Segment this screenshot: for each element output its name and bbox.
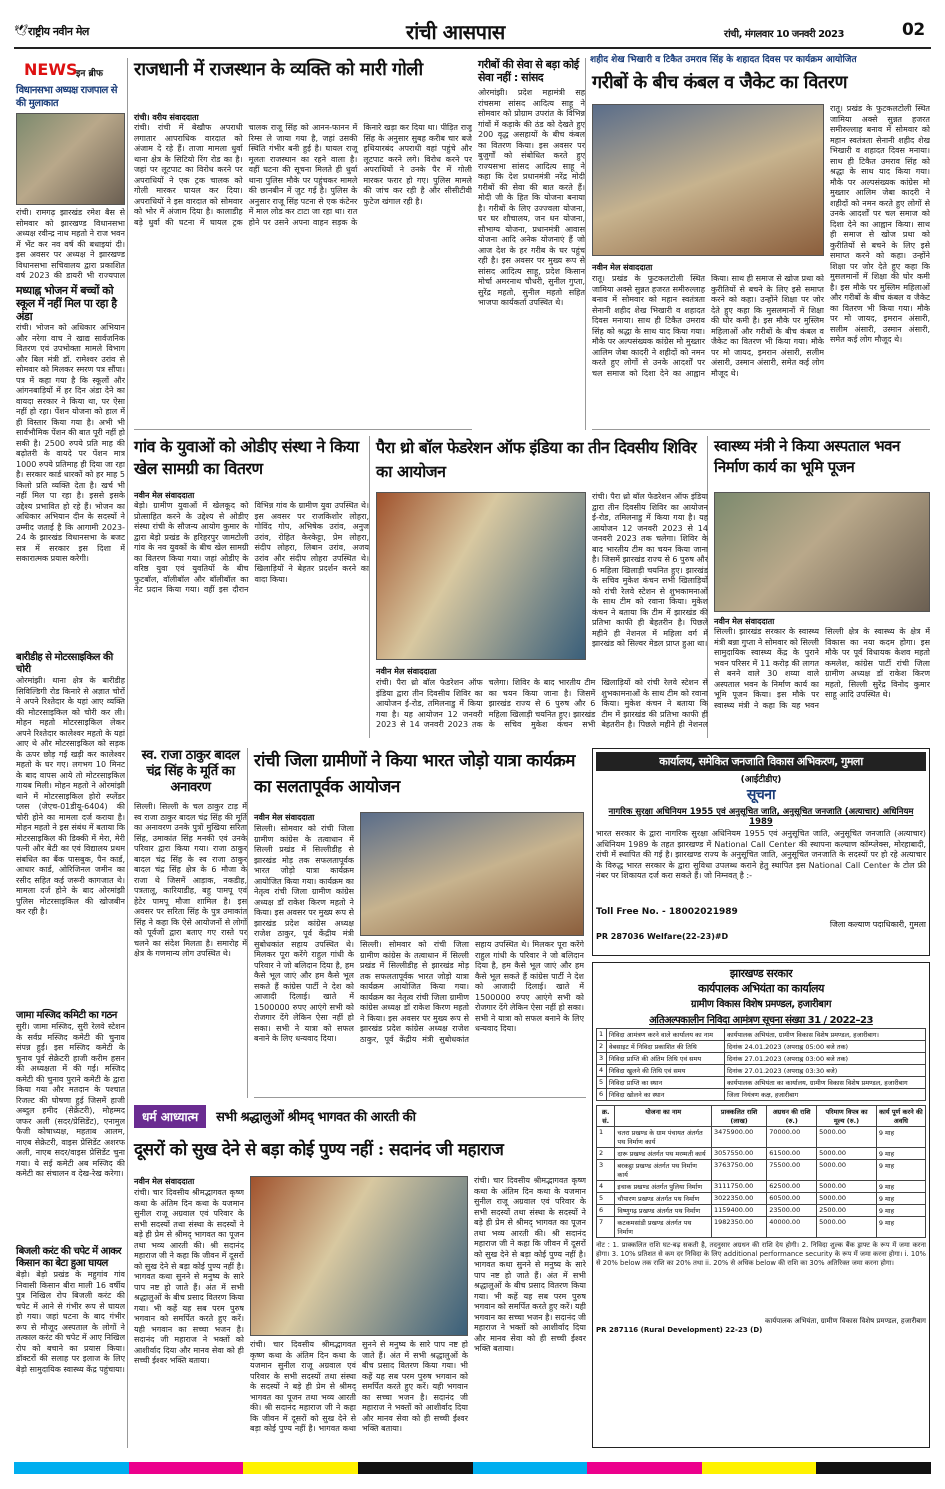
tender-cell: बरकट्ठा प्रखण्ड अंतर्गत पथ निर्माण कार्य: [615, 1160, 712, 1181]
tender-schedule-table: [596, 1105, 926, 1238]
article-photo: [714, 492, 930, 612]
tender-cell: इचाक प्रखण्ड अंतर्गत पुलिया निर्माण: [615, 1181, 712, 1193]
brief-headline: जामा मस्जिद कमिटी का गठन: [16, 1010, 117, 1021]
paper-name: राष्ट्रीय नवीन मेल: [28, 25, 89, 38]
article-body: सिल्ली। सोमवार को रांची जिला ग्रामीण कांग्रेस के तत्वाधान में सिल्ली प्रखंड में सिल्लीडीह से झारखंड मोड़ तक सफलतापूर्वक भारत जोड़ो यात्रा कार्यक्रम आयोजित किया गया। कार्यक्रम का नेतृत्व रांची जिला ग्रामीण कांग्रेस अध्यक्ष डॉ राकेश किरण महतो ने किया। इस अवसर पर मुख्य रूप से झारखंड प्रदेश कांग्रेस अध्यक्ष राजेश ठाकुर, पूर्व केंद्रीय मंत्री सुबोधकांत सहाय उपस्थित थे। मिलकर पूरा करेंगे राहुल गांधी के परिवार ने जो बलिदान दिया है, हम कैसे भूल जाएं और हम कैसे भूल सकते हैं कांग्रेस पार्टी ने देश को आजादी दिलाई। खाते में 1500000 रुपए आएंगे सभी को रोजगार देंगे लेकिन ऐसा नहीं हो सका। सभी ने यात्रा को सफल बनाने के लिए धन्यवाद दिया।: [254, 824, 354, 1043]
article-byline: नवीन मेल संवाददाता: [134, 491, 195, 500]
article-body: रांची। पैरा थ्रो बॉल फेडरेशन ऑफ इंडिया द्वारा तीन दिवसीय शिविर का आयोजन ई-रोड, तमिलनाडु में किया गया है। यह आयोजन 12 जनवरी 2023 से 14 जनवरी 2023 तक चलेगा। शिविर के बाद भारतीय टीम का चयन किया जाना है। जिसमें झारखंड राज्य से 6 पुरुष और 6 महिला खिलाड़ी चयनित हुए। झारखंड के सचिव मुकेश कंचन सभी खिलाड़ियों को रांची रेलवे स्टेशन से शुभकामनाओं के साथ टीम को रवाना किया। मुकेश कंचन ने बताया कि टीम में झारखंड की प्रतिभा काफी ही बेहतरीन है। पिछले महीने ही नेशनल में महिला वर्ग में झारखंड को सिल्वर मेडल प्राप्त हुआ था।: [592, 492, 708, 648]
tender-cell: 61500.00: [767, 1148, 817, 1160]
tender-pr: PR 287116 (Rural Development) 22-23 (D): [596, 1326, 763, 1334]
brief-photo: [16, 113, 125, 205]
article-headline: गांव के युवाओं को ओडीए संस्था ने किया खेल सामग्री का वितरण: [134, 437, 359, 478]
tender-cell: 9 माह: [876, 1217, 925, 1238]
brief-headline: बारीडीह से मोटरसाइकिल की चोरी: [16, 652, 113, 675]
tender-cell: चौपारण प्रखण्ड अंतर्गत पथ निर्माण: [615, 1193, 712, 1205]
article-body: ओरमांझी। प्रदेश महामंत्री सह रांचसमा सांसद आदित्य साहू ने सोमवार को प्रोग्राम उपरांत के विभिन्न गांवों में कड़ाके की ठंड को देखते हुए 200 वृद्ध असहायों के बीच कंबल का वितरण किया। इस अवसर पर बुजुर्गों को संबोधित करते हुए राज्यसभा सांसद आदित्य साहू ने कहा कि देश प्रधानमंत्री नरेंद्र मोदी गरीबों की सेवा की बात करते हैं। मोदी जी के हित कि योजना बनाया है। गरीबों के लिए उज्ज्वला योजना, घर घर शौचालय, जन धन योजना, सौभाग्य योजना, प्रधानमंत्री आवास योजना आदि अनेक योजनाएं हैं जो आज देश के हर गरीब के घर पहुंच रही है। इस अवसर पर मुख्य रूप से सांसद आदित्य साहू, प्रदेश किसान मोर्चा अमरनाथ चौधरी, सुनील गुप्ता, सुरेंद्र महतो, सुनील महतो सहित भाजपा कार्यकर्ता उपस्थित थे।: [478, 88, 585, 307]
article-photo: [250, 1176, 468, 1336]
brief-item: [14, 82, 127, 282]
tender-meta-row: [597, 1077, 926, 1089]
tender-cell: 75500.00: [767, 1160, 817, 1181]
tender-meta-row: [597, 1041, 926, 1053]
article-headline: स्वास्थ्य मंत्री ने किया अस्पताल भवन निर्माण कार्य का भूमि पूजन: [714, 437, 900, 476]
tender-cell: 6: [597, 1205, 615, 1217]
tender-row: [597, 1217, 926, 1238]
tender-cell: 5000.00: [817, 1193, 877, 1205]
notice-org: कार्यालय, समेकित जनजाति विकास अभिकरण, गुमला: [596, 752, 926, 771]
notice-pr: PR 287036 Welfare(22-23)#D: [596, 932, 729, 941]
article-headline: दूसरों को सुख देने से बड़ा कोई पुण्य नहीं : सदानंद जी महाराज: [134, 1140, 504, 1160]
tender-cell: 5000.00: [817, 1160, 877, 1181]
tender-column-header: परिमाण विपत्र का मूल्य (रु.): [817, 1106, 877, 1127]
tender-meta-cell: निविदा आमंत्रण करने वाले कार्यालय का नाम: [606, 1029, 724, 1041]
tender-cell: 5000.00: [817, 1127, 877, 1148]
article-body: बेड़ो। ग्रामीण युवाओं में खेलकूद को प्रोत्साहित करने के उद्देश्य से ओडीए संस्था रांची के सौजन्य आयोग कुमार के द्वारा बेड़ो प्रखंड के हरिहरपुर जामटोली गांव के नव युवकों के बीच खेल सामग्री का वितरण किया गया। जहां ओडीए के वरिष्ठ युवा एवं युवतियों के बीच फुटबॉल, वॉलीबॉल और बॉलीबॉल का नेट प्रदान किया गया। वहीं इस दौरान विभिन्न गांव के ग्रामीण युवा उपस्थित थे। इस अवसर पर राजकिशोर लोहरा, गोविंद गोप, अभिषेक उरांव, अनुज उरांव, रोहित केरकेट्टा, प्रेम लोहरा, संदीप लोहरा, लिबान उरांव, अजय उरांव और संदीप लोहरा उपस्थित थे। खिलाड़ियों ने बेहतर प्रदर्शन करने का वादा किया।: [134, 501, 369, 594]
tender-meta-cell: वेबसाइट में निविदा प्रकाशित की तिथि: [606, 1041, 724, 1053]
tender-row: [597, 1127, 926, 1148]
article-headline: गरीबों के बीच कंबल व जैकेट का वितरण: [592, 72, 848, 93]
article-byline: नवीन मेल संवाददाता: [714, 617, 775, 626]
brief-body: ओरमांझी। थाना क्षेत्र के बारीडीह सिविल्डिगी रोड किनारे से अज्ञात चोरों ने अपने रिश्तेदार के यहां आए व्यक्ति की मोटरसाइकिल को चोरी कर ली। मोहन महतो मोटरसाइकिल लेकर अपने रिश्तेदार कालेश्वर महतो के यहां आए थे और मोटरसाइकिल को सड़क के ऊपर छोड़ गई खड़ी कर कालेश्वर महतो के घर गए। लगभग 10 मिनट के बाद वापस आये तो मोटरसाइकिल गायब मिली। मोहन महतो ने ओरमांझी थाने में मोटरसाइकिल होरो स्प्लेंडर प्लस (जेएच-01डीयू-6404) की चोरी होने का मामला दर्ज कराया है। मोहन महतो ने इस संबंध में बताया कि मोटरसाइकिल की डिक्की में मेरा, मेरी पत्नी और बेटी का एवं विद्यालय प्रथम संबधित का बैंक पासबुक, पैन कार्ड, आधार कार्ड, ओरिजिनल जमीन का रसीद सहित कई जरूरी कागजात थे। मामला दर्ज होने के बाद ओरमांझी पुलिस मोटरसाइकिल की खोजबीन कर रही है।: [16, 676, 125, 916]
article-headline: पैरा थ्रो बॉल फेडरेशन ऑफ इंडिया का तीन दिवसीय शिविर का आयोजन: [376, 438, 697, 481]
article-photo: [592, 104, 824, 256]
tender-cell: 5000.00: [817, 1217, 877, 1238]
tender-row: [597, 1148, 926, 1160]
tender-meta-cell: दिनांक 27.01.2023 (अपराह्न 03:30 बजे): [724, 1065, 925, 1077]
brief-item: [14, 1244, 127, 1432]
article-shooting: [134, 58, 472, 430]
tender-meta-cell: 2: [597, 1041, 607, 1053]
tender-cell: 70000.00: [767, 1127, 817, 1148]
tender-cell: 3475900.00: [711, 1127, 766, 1148]
tender-meta-row: [597, 1089, 926, 1101]
news-label-sub: इन ब्रीफ: [76, 69, 103, 79]
tender-cell: दारू प्रखण्ड अंतर्गत पथ मरम्मती कार्य: [615, 1148, 712, 1160]
brief-item: [14, 1008, 127, 1244]
article-body-cont: [250, 1340, 468, 1446]
tender-meta-cell: 3: [597, 1053, 607, 1065]
tender-meta-cell: जिला नियंत्रण कक्ष, हजारीबाग: [724, 1089, 925, 1101]
tender-meta-table: [596, 1028, 926, 1101]
tender-cell: 40000.00: [767, 1217, 817, 1238]
notice-org-sub: (आईटीडीए): [740, 775, 782, 785]
tender-meta-cell: 1: [597, 1029, 607, 1041]
tender-meta-row: [597, 1029, 926, 1041]
tender-column-header: कार्य पूर्ण करने की अवधि: [876, 1106, 925, 1127]
religion-kicker: धर्म आध्यात्म: [134, 1105, 206, 1128]
tender-cell: 9 माह: [876, 1193, 925, 1205]
tender-column-header: योजना का नाम: [615, 1106, 712, 1127]
article-headline: रांची जिला ग्रामीणों ने किया भारत जोड़ो यात्रा कार्यक्रम का सलतापूर्वक आयोजन: [254, 751, 575, 797]
top-strap: शहीद शेख भिखारी व टिकैत उमराव सिंह के शहादत दिवस पर कार्यक्रम आयोजित: [590, 55, 857, 65]
brief-item: [14, 650, 127, 1008]
news-brief-column: [14, 58, 128, 1448]
article-blanket-distribution: [592, 72, 930, 430]
tender-meta-cell: 4: [597, 1065, 607, 1077]
notice-act: नागरिक सुरक्षा अधिनियम 1955 एवं अनुसूचित जाति, अनुसूचित जनजाति (अत्याचार) अधिनियम 1989: [608, 807, 914, 827]
tender-office: कार्यपालक अभियंता का कार्यालय: [698, 982, 824, 995]
tender-cell: 3022350.00: [711, 1193, 766, 1205]
article-body: सिल्ली। झारखंड सरकार के स्वास्थ्य मंत्री बन्ना गुप्ता ने सोमवार को सिल्ली सामुदायिक स्वास्थ्य केंद्र के पुराने भवन परिसर में 11 करोड़ की लागत से बनने वाले 30 शय्या वाले अस्पताल भवन के निर्माण कार्य का भूमि पूजन किया। इस मौके पर स्वास्थ्य मंत्री ने कहा कि यह भवन सिल्ली क्षेत्र के स्वास्थ्य के क्षेत्र में विकास का नया कदम होगा। इस मौके पर पूर्व विधायक केशव महतो कमलेश, कांग्रेस पार्टी रांची जिला ग्रामीण अध्यक्ष डॉ राकेश किरण महतो, सिल्ली सुरेंद्र विनोद कुमार साहू आदि उपस्थित थे।: [714, 627, 930, 710]
tender-cell: 23500.00: [767, 1205, 817, 1217]
tender-cell: 1: [597, 1127, 615, 1148]
article-health-minister: [714, 436, 930, 738]
section-title: रांची आसपास: [406, 20, 505, 44]
notice-tollfree: Toll Free No. - 18002021989: [596, 907, 738, 917]
brief-body: सुरी। जामा मस्जिद, सुरी रेलवे स्टेशन के सर्वप्र मस्जिद कमेटी की चुनाव संपन्न हुई। इस मस्जिद कमेटी के चुनाव पूर्व सेक्रेटरी हाजी करीम हसन की अध्यक्षता में की गई। मस्जिद कमेटी की चुनाव पुराने कमेटी के द्वारा किया गया और मतदान के पश्चात रिजल्ट की घोषणा हुई जिसमें हाजी अब्दुल हमीद (सेक्रेटरी), मोहम्मद जफर अली (सदर/प्रेसिडेंट), एनामुल फैजी कोषाध्यक्ष, महताब आलम, नाएब सेक्रेटरी, वाइस प्रेसिडेंट अशरफ अली, नाएब सदर/वाइस प्रेसिडेंट चुना गया। ये सई कमेटी अब मस्जिद की कमेटी का संचालन व देख-रेख करेगा।: [16, 1022, 125, 1178]
tender-row: [597, 1205, 926, 1217]
article-body-side: [830, 104, 930, 424]
article-byline: नवीन मेल संवाददाता: [134, 1177, 195, 1186]
tender-row: [597, 1193, 926, 1205]
tender-meta-cell: 5: [597, 1077, 607, 1089]
article-body: रांची। पैरा थ्रो बॉल फेडरेशन ऑफ इंडिया द्वारा तीन दिवसीय शिविर का आयोजन ई-रोड, तमिलनाडु में किया गया है। यह आयोजन 12 जनवरी 2023 से 14 जनवरी 2023 तक चलेगा। शिविर के बाद भारतीय टीम का चयन किया जाना है। जिसमें झारखंड राज्य से 6 पुरुष और 6 महिला खिलाड़ी चयनित हुए। झारखंड के सचिव मुकेश कंचन सभी खिलाड़ियों को रांची रेलवे स्टेशन से शुभकामनाओं के साथ टीम को रवाना किया। मुकेश कंचन ने बताया कि टीम में झारखंड की प्रतिभा काफी ही बेहतरीन है। पिछले महीने ही नेशनल: [376, 678, 708, 729]
tender-cell: विष्णुगढ़ प्रखण्ड अंतर्गत पथ निर्माण: [615, 1205, 712, 1217]
article-headline: गरीबों की सेवा से बड़ा कोई सेवा नहीं : सांसद: [478, 58, 579, 84]
article-body-right: [474, 1176, 586, 1446]
tender-cell: 2500.00: [817, 1205, 877, 1217]
tender-meta-row: [597, 1053, 926, 1065]
tender-column-header: प्राक्कलित राशि (लाख): [711, 1106, 766, 1127]
tender-cell: 62500.00: [767, 1181, 817, 1193]
article-mp-service: [478, 58, 586, 430]
article-photo: [376, 492, 586, 660]
article-byline: रांची। वरीय संवाददाता: [134, 113, 199, 122]
tender-meta-cell: दिनांक 24.01.2023 (अपराह्न 05:00 बजे तक): [724, 1041, 925, 1053]
notice-title: सूचना: [746, 787, 776, 803]
brief-body: रांची। भोजन को अधिकार अभियान और नरेगा वाच ने खाद्य सार्वजनिक वितरण एवं उपभोक्ता मामले विभाग और बिल मंत्री डॉ. रामेश्वर उरांव से सोमवार को मिलकर स्मरण पत्र सौंपा। पत्र में कहा गया है कि स्कूलों और आंगनबाड़ियों में हर दिन अंडा देने का वायदा सरकार ने किया था, पर ऐसा नहीं हो रहा। पेंशन योजना को हाल में ही विस्तार किया गया है। अभी भी सार्वभौमिक पेंशन की बात पूरी नहीं हो सकी है। 2500 रुपये प्रति माह की बढ़ोतरी के वायदे पर पेंशन मात्र 1000 रुपये प्रतिमाह ही दिया जा रहा है। सरकार कार्ड धारकों को हर माह 5 किलो प्रति व्यक्ति देता है। खर्च भी नहीं मिल पा रहा है। इससे इसके उद्देश्य प्रभावित हो रहे हैं। भोजन का अधिकार अभियान दीन के सदस्यों ने उम्मीद जताई है कि आगामी 2023-24 के झारखंड विधानसभा के बजट सत्र में सरकार इस दिशा में सकारात्मक प्रयास करेगी।: [16, 323, 125, 563]
tender-cell: 60500.00: [767, 1193, 817, 1205]
tender-dept: ग्रामीण विकास विशेष प्रमण्डल, हजारीबाग: [690, 999, 832, 1010]
tender-cell: 9 माह: [876, 1160, 925, 1181]
brief-body: रांची। रामगढ़ झारखंड रमेश बैस से सोमवार को झारखण्ड विधानसभा अध्यक्ष रवीन्द्र नाथ महतो ने राज भवन में भेंट कर नव वर्ष की बधाइयां दी। इस अवसर पर अध्यक्ष ने झारखण्ड विधानसभा सचिवालय द्वारा प्रकाशित वर्ष 2023 की डायरी भी राज्यपाल: [16, 208, 125, 280]
tender-cell: 9 माह: [876, 1205, 925, 1217]
article-body: रांची। चार दिवसीय श्रीमद्भागवत कृष्ण कथा के अंतिम दिन कथा के यजमान सुनील राजू अग्रवाल एवं परिवार के सभी सदस्यों तथा संस्था के सदस्यों ने बड़े ही प्रेम से श्रीमद् भागवत का पूजन तथा भव्य आरती की। श्री सदानंद महाराज जी ने कहा कि जीवन में दूसरों को सुख देने से बड़ा कोई पुण्य नहीं है। भागवत कथा सुनने से मनुष्य के सारे पाप नष्ट हो जाते हैं। अंत में सभी श्रद्धालुओं के बीच प्रसाद वितरण किया गया। भी कहें यह सब परम पुरुष भगवान को समर्पित करते हुए करें। यही भगवान का सच्चा भजन है। सदानंद जी महाराज ने भक्तों को आशीर्वाद दिया और मानव सेवा को ही सच्ची ईश्वर भक्ति बताया।: [474, 1176, 586, 1353]
tender-column-header: अग्रधन की राशि (रु.): [767, 1106, 817, 1127]
tender-cell: 9 माह: [876, 1127, 925, 1148]
article-statue-unveiling: [134, 748, 248, 1098]
tender-cell: 5000.00: [817, 1148, 877, 1160]
brief-headline: बिजली करंट की चपेट में आकर किसान का बेटा हुआ घायल: [16, 1246, 122, 1269]
tender-meta-cell: निविदा खोलने का स्थान: [606, 1089, 724, 1101]
tender-notes: नोट : 1. प्राक्कलित राशि घट-बढ़ सकती है, तदनुसार अग्रधन की राशि देय होगी। 2. निविदा शुल्क बैंक ड्राफ्ट के रूप में जमा करना होगा। 3. 10% प्रतिशत से कम दर निविदा के लिए additional performance security के रूप में जमा करना होगा। i. 10% से 20% below तक राशि का 20% तथा ii. 20% से अधिक below की राशि का 30% अतिरिक्त जमा करना होगा।: [596, 1241, 926, 1267]
tender-cell: 4: [597, 1181, 615, 1193]
page-number: 02: [902, 20, 925, 40]
masthead: [14, 18, 931, 46]
article-bhagwat-katha: [134, 1104, 586, 1448]
notice-body: भारत सरकार के द्वारा नागरिक सुरक्षा अधिनियम 1955 एवं अनुसूचित जाति, अनुसूचित जनजाति (अत्याचार) अधिनियम 1989 के तहत झारखण्ड में National Call Center की स्थापना कल्याण कॉम्प्लेक्स, मोरहाबादी, रांची में स्थापित की गई है। झारखण्ड राज्य के अनुसूचित जाति, अनुसूचित जनजाति के सदस्यों पर हो रहे अत्याचार के विरुद्ध भारत सरकार के द्वारा सुविधा उपलब्ध कराने हेतु स्थापित इस National Call Center के टोल फ्री नंबर पर शिकायत दर्ज करा सकते हैं। जो निम्नवत् है :-: [596, 829, 926, 880]
tender-cell: 7: [597, 1217, 615, 1238]
tender-meta-cell: दिनांक 27.01.2023 (अपराह्न 03:00 बजे तक): [724, 1053, 925, 1065]
tender-cell: 3111750.00: [711, 1181, 766, 1193]
article-photo: [360, 812, 584, 936]
article-body: रांची। रांची में बेखौफ अपराधी लगातार आपराधिक वारदात को अंजाम दे रहे हैं। ताजा मामला धुर्वा थाना क्षेत्र के सिटियो रिंग रोड का है। जहां पर लूटपाट का विरोध करने पर अपराधियों ने एक ट्रक चालक को गोली मारकर घायल कर दिया। अपराधियों ने इस वारदात को सोमवार को भोर में अंजाम दिया है। कालाडीह बड़े धुर्वा की घटना में घायल ट्रक चालक राजू सिंह को आनन-फानन में रिम्स ले जाया गया है, जहां उसकी स्थिति गंभीर बनी हुई है। घायल राजू मूलतः राजस्थान का रहने वाला है। वहीं घटना की सूचना मिलते ही धुर्वा थाना पुलिस मौके पर पहुंचकर मामले की छानबीन में जुट गई है। पुलिस के अनुसार राजू सिंह पटना से एक कंटेनर में माल लोड कर टाटा जा रहा था। रात होने पर उसने अपना वाहन सड़क के किनारे खड़ा कर दिया था। पीड़ित राजू सिंह के अनुसार सुबह करीब चार बजे हथियारबंद अपराधी वहां पहुंचे और लूटपाट करने लगे। विरोध करने पर अपराधियों ने उनके पैर में गोली मारकर फरार हो गए। पुलिस मामले की जांच कर रही है और सीसीटीवी फुटेज खंगाल रही है।: [134, 123, 472, 227]
article-sports-kit: [134, 436, 370, 738]
bird-logo-icon: 🕊: [14, 24, 28, 37]
brief-headline: मध्याह्न भोजन में बच्चों को स्कूल में नहीं मिल पा रहा है अंडा: [16, 284, 117, 323]
article-byline: नवीन मेल संवाददाता: [254, 813, 315, 822]
tender-cell: 2: [597, 1148, 615, 1160]
tender-column-header: क्र. सं.: [597, 1106, 615, 1127]
tender-cell: 3763750.00: [711, 1160, 766, 1181]
tender-sign: कार्यपालक अभियंता, ग्रामीण विकास विशेष प्रमण्डल, हजारीबाग: [765, 1317, 926, 1325]
tender-cell: 9 माह: [876, 1148, 925, 1160]
religion-banner: [134, 1104, 586, 1128]
notice-gumla: [592, 748, 930, 956]
article-body: सिल्ली। सिल्ली के चल ठाकुर टाड़ में स्व राजा ठाकुर बादल चंद्र सिंह की मूर्ति का अनावरण उनके पुत्रों मुखिया सरिता सिंह, उमाकांत सिंह मनकी एवं उनके परिवार द्वारा किया गया। राजा ठाकुर बादल चंद्र सिंह के स्व राजा ठाकुर बादल चंद्र सिंह क्षेत्र के 6 मौजा के राजा थे जिसमें आड़ाक, नकडीह, पत्रतालू, कारियाडीह, बहु पामपू एवं हेटेर पामपू मौजा शामिल है। इस अवसर पर सरिता सिंह के पुत्र उमाकांत सिंह ने कहा कि ऐसे आयोजनों से लोगों को पूर्वजों द्वारा बताए गए रास्ते पर चलने का संदेश मिलता है। समारोह में क्षेत्र के गणमान्य लोग उपस्थित थे।: [134, 802, 247, 958]
tender-title: अतिअल्पकालीन निविदा आमंत्रण सूचना संख्या 31 / 2022–23: [649, 1015, 873, 1026]
article-body: रांची। चार दिवसीय श्रीमद्भागवत कृष्ण कथा के अंतिम दिन कथा के यजमान सुनील राजू अग्रवाल एवं परिवार के सभी सदस्यों तथा संस्था के सदस्यों ने बड़े ही प्रेम से श्रीमद् भागवत का पूजन तथा भव्य आरती की। श्री सदानंद महाराज जी ने कहा कि जीवन में दूसरों को सुख देने से बड़ा कोई पुण्य नहीं है। भागवत कथा सुनने से मनुष्य के सारे पाप नष्ट हो जाते हैं। अंत में सभी श्रद्धालुओं के बीच प्रसाद वितरण किया गया। भी कहें यह सब परम पुरुष भगवान को समर्पित करते हुए करें। यही भगवान का सच्चा भजन है। सदानंद जी महाराज ने भक्तों को आशीर्वाद दिया और मानव सेवा को ही सच्ची ईश्वर भक्ति बताया।: [134, 1188, 244, 1365]
tender-row: [597, 1160, 926, 1181]
article-headline: राजधानी में राजस्थान के व्यक्ति को मारी गोली: [134, 59, 423, 80]
article-body-left: [254, 824, 354, 1094]
tender-cell: 3057550.00: [711, 1148, 766, 1160]
tender-cell: चतरा प्रखण्ड के ग्राम पंचायत अंतर्गत पथ निर्माण कार्य: [615, 1127, 712, 1148]
article-body-cont: [376, 678, 708, 736]
tender-meta-cell: कार्यपालक अभियंता, ग्रामीण विकास विशेष प्रमण्डल, हजारीबाग।: [724, 1029, 925, 1041]
article-body-cont: [592, 274, 824, 424]
notice-signoff: जिला कल्याण पदाधिकारी, गुमला: [829, 920, 926, 929]
article-byline: नवीन मेल संवाददाता: [376, 667, 437, 676]
article-body: रांची। चार दिवसीय श्रीमद्भागवत कृष्ण कथा के अंतिम दिन कथा के यजमान सुनील राजू अग्रवाल एवं परिवार के सभी सदस्यों तथा संस्था के सदस्यों ने बड़े ही प्रेम से श्रीमद् भागवत का पूजन तथा भव्य आरती की। श्री सदानंद महाराज जी ने कहा कि जीवन में दूसरों को सुख देने से बड़ा कोई पुण्य नहीं है। भागवत कथा सुनने से मनुष्य के सारे पाप नष्ट हो जाते हैं। अंत में सभी श्रद्धालुओं के बीच प्रसाद वितरण किया गया। भी कहें यह सब परम पुरुष भगवान को समर्पित करते हुए करें। यही भगवान का सच्चा भजन है। सदानंद जी महाराज ने भक्तों को आशीर्वाद दिया और मानव सेवा को ही सच्ची ईश्वर भक्ति बताया।: [250, 1340, 468, 1433]
article-body-cont: [360, 940, 584, 1094]
tender-meta-cell: कार्यपालक अभियंता का कार्यालय, ग्रामीण विकास विशेष प्रमण्डल, हजारीबाग: [724, 1077, 925, 1089]
tender-meta-row: [597, 1065, 926, 1077]
brief-item: [14, 282, 127, 650]
article-body-side: [592, 492, 708, 660]
article-body-left: [134, 1188, 244, 1446]
tender-cell: कटकमसांडी प्रखण्ड अंतर्गत पथ निर्माण: [615, 1217, 712, 1238]
tender-cell: 1159400.00: [711, 1205, 766, 1217]
notice-tender: [592, 962, 930, 1448]
brief-body: बेड़ो। बेड़ो प्रखंड के महुगांव गांव निवासी किसान बीरा माली 16 वर्षीय पुत्र निखिल रोप बिजली करंट की चपेट में आने से गंभीर रूप से घायल हो गया। जहां घटना के बाद गंभीर रूप से मौजूद अस्पताल के लोगों ने तत्काल करंट की चपेट में आए निखिल रोप को बचाने का प्रयास किया। डॉक्टरों की सलाह पर इलाज के लिए बेड़ो सामुदायिक स्वास्थ्य केंद्र पहुंचाया।: [16, 1270, 125, 1374]
article-body: रातू। प्रखंड के फुटकलटोली स्थित जामिया अक्से सुन्नत हजरत समीरुल्लाह बनाव में सोमवार को महान स्वतंत्रता सेनानी शहीद शेख भिखारी व शहादत दिवस मनाया। साथ ही टिकैत उमराव सिंह को श्रद्धा के साथ याद किया गया। मौके पर अल्पसंख्यक कांग्रेस मो मुख्तार आलिम जेबा कादरी ने शहीदों को नमन करते हुए लोगों से उनके आदर्शों पर चल समाज को दिशा देने का आह्वान किया। साथ ही समाज से खोज प्रथा को कुरीतियों से बचने के लिए इसे समाप्त करने को कहा। उन्होंने शिक्षा पर जोर देते हुए कहा कि मुसलमानों में शिक्षा की घोर कमी है। इस मौके पर मुस्लिम महिलाओं और गरीबों के बीच कंबल व जैकेट का वितरण भी किया गया। मौके पर मो जायद, इमरान अंसारी, सलीम अंसारी, उस्मान अंसारी, समेत कई लोग मौजूद थे।: [592, 274, 824, 378]
tender-meta-cell: निविदा प्राप्ति की अंतिम तिथि एवं समय: [606, 1053, 724, 1065]
dateline: रांची, मंगलवार 10 जनवरी 2023: [724, 29, 844, 40]
tender-cell: 9 माह: [876, 1181, 925, 1193]
tender-meta-cell: निविदा प्राप्ति का स्थान: [606, 1077, 724, 1089]
color-registration-bar: [14, 1462, 931, 1474]
tender-cell: 1982350.00: [711, 1217, 766, 1238]
article-body: सिल्ली। सोमवार को रांची जिला ग्रामीण कांग्रेस के तत्वाधान में सिल्ली प्रखंड में सिल्लीडीह से झारखंड मोड़ तक सफलतापूर्वक भारत जोड़ो यात्रा कार्यक्रम आयोजित किया गया। कार्यक्रम का नेतृत्व रांची जिला ग्रामीण कांग्रेस अध्यक्ष डॉ राकेश किरण महतो ने किया। इस अवसर पर मुख्य रूप से झारखंड प्रदेश कांग्रेस अध्यक्ष राजेश ठाकुर, पूर्व केंद्रीय मंत्री सुबोधकांत सहाय उपस्थित थे। मिलकर पूरा करेंगे राहुल गांधी के परिवार ने जो बलिदान दिया है, हम कैसे भूल जाएं और हम कैसे भूल सकते हैं कांग्रेस पार्टी ने देश को आजादी दिलाई। खाते में 1500000 रुपए आएंगे सभी को रोजगार देंगे लेकिन ऐसा नहीं हो सका। सभी ने यात्रा को सफल बनाने के लिए धन्यवाद दिया।: [360, 940, 584, 1044]
tender-row: [597, 1181, 926, 1193]
article-body: रातू। प्रखंड के फुटकलटोली स्थित जामिया अक्से सुन्नत हजरत समीरुल्लाह बनाव में सोमवार को महान स्वतंत्रता सेनानी शहीद शेख भिखारी व शहादत दिवस मनाया। साथ ही टिकैत उमराव सिंह को श्रद्धा के साथ याद किया गया। मौके पर अल्पसंख्यक कांग्रेस मो मुख्तार आलिम जेबा कादरी ने शहीदों को नमन करते हुए लोगों से उनके आदर्शों पर चल समाज को दिशा देने का आह्वान किया। साथ ही समाज से खोज प्रथा को कुरीतियों से बचने के लिए इसे समाप्त करने को कहा। उन्होंने शिक्षा पर जोर देते हुए कहा कि मुसलमानों में शिक्षा की घोर कमी है। इस मौके पर मुस्लिम महिलाओं और गरीबों के बीच कंबल व जैकेट का वितरण भी किया गया। मौके पर मो जायद, इमरान अंसारी, सलीम अंसारी, उस्मान अंसारी, समेत कई लोग मौजूद थे।: [830, 104, 930, 344]
tender-cell: 5000.00: [817, 1181, 877, 1193]
tender-meta-cell: 6: [597, 1089, 607, 1101]
tender-cell: 3: [597, 1160, 615, 1181]
article-byline: नवीन मेल संवाददाता: [592, 263, 653, 272]
tender-cell: 5: [597, 1193, 615, 1205]
article-bharat-jodo: [254, 748, 586, 1098]
religion-subhead: सभी श्रद्धालुओं श्रीमद् भागवत की आरती की: [216, 1110, 416, 1125]
tender-meta-cell: निविदा खुलने की तिथि एवं समय: [606, 1065, 724, 1077]
article-para-throwball: [376, 436, 708, 738]
masthead-rule: [14, 47, 931, 49]
brief-headline: विधानसभा अध्यक्ष राजपाल से की मुलाकात: [16, 85, 118, 109]
article-headline: स्व. राजा ठाकुर बादल चंद्र सिंह के मूर्ति का अनावरण: [141, 748, 240, 795]
tender-govt: झारखण्ड सरकार: [729, 967, 793, 980]
news-label: NEWS: [24, 60, 78, 79]
news-brief-header: [14, 58, 127, 82]
